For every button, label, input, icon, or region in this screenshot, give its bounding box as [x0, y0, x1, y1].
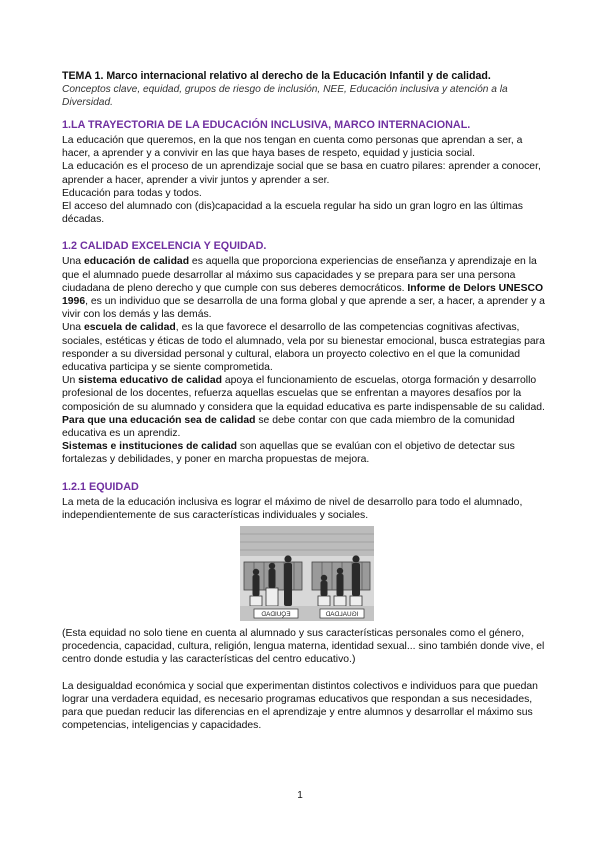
paragraph: [62, 255, 552, 321]
figure-label-equidad: EQUIDAD: [261, 611, 291, 619]
paragraph: Educación para todas y todos.: [62, 187, 202, 199]
spacer: [62, 667, 552, 680]
text-run: Una: [62, 322, 84, 334]
paragraph: La educación que queremos, en la que nos tengan en cuenta como personas que aprendan a ser, a hacer, a aprender y a convivir en las que haya bases de respeto, equidad y justicia social.: [62, 135, 523, 160]
text-run: son aquellas que se evalúan con el objetivo de detectar sus fortalezas y debilidades, y poner en marcha propuestas de mejora.: [62, 441, 515, 466]
text-run: se debe contar con que cada miembro de la comunidad educativa es un aprendiz.: [62, 414, 515, 440]
paragraph: La meta de la educación inclusiva es lograr el máximo de nivel de desarrollo para todo el alumnado, independientemente de sus características individuales y sociales.: [62, 496, 523, 521]
text-run: es aquella que proporciona experiencias de enseñanza y aprendizaje en la que el alumnado puede desarrollar al máximo sus capacidades y se prepara para ser una persona ciudadana de pleno derecho y que cumple con sus deberes democráticos.: [62, 256, 537, 294]
paragraph: La desigualdad económica y social que experimentan distintos colectivos e individuos para que puedan lograr una verdadera equidad, es necesario programas educativos que respondan a sus necesidades, para que puedan reducir las diferencias en el aprendizaje y entre alumnos y desarrollar el máximo sus competencias, inteligencias y capacidades.: [62, 680, 538, 732]
section-heading-equidad: 1.2.1 EQUIDAD: [62, 480, 139, 493]
text-run: , es un individuo que se desarrolla de una forma global y que aprende a ser, a hacer, a aprender y a vivir con los demás y las demás.: [62, 296, 545, 321]
page-number: 1: [297, 790, 303, 801]
figure-label-igualdad: IGUALDAD: [325, 611, 359, 619]
section-heading-calidad: 1.2 CALIDAD EXCELENCIA Y EQUIDAD.: [62, 240, 267, 253]
document-page: [62, 70, 552, 733]
bold-term: escuela de calidad: [83, 322, 176, 334]
equity-equality-illustration: [240, 526, 374, 621]
text-run: Un: [62, 375, 79, 387]
paragraph: (Esta equidad no solo tiene en cuenta al alumnado y sus características personales como el género, procedencia, capacidad, cultura, religión, lengua materna, identidad sexual... sino también donde vive, el centro donde estudia y las características del centro educativo.): [62, 628, 545, 666]
paragraph: [62, 374, 552, 440]
keywords-line: Conceptos clave, equidad, grupos de riesgo de inclusión, NEE, Educación inclusiva y atención a la Diversidad.: [62, 84, 508, 108]
section-heading-trayectoria: 1.LA TRAYECTORIA DE LA EDUCACIÓN INCLUSIVA, MARCO INTERNACIONAL.: [62, 119, 471, 131]
text-run: , es la que favorece el desarrollo de las competencias cognitivas afectivas, sociales, estéticas y éticas de todo el alumnado, vela por su bienestar emocional, busca estrategias para responder a su diversidad personal y cultural, elabora un proyecto colectivo en el que la comunidad educativa participa y se siente comprometida.: [62, 322, 545, 374]
bold-term: Informe de Delors UNESCO 1996: [62, 282, 544, 308]
document-title: TEMA 1. Marco internacional relativo al derecho de la Educación Infantil y de calidad.: [62, 70, 491, 82]
bold-term: educación de calidad: [83, 256, 190, 268]
text-run: apoya el funcionamiento de escuelas, otorga formación y desarrollo profesional de los docentes, refuerza aquellas escuelas que se enfrentan a mayores desafíos por la composición de su alumnado y considera que la equidad educativa es parte indispensable de su calidad.: [62, 375, 545, 413]
bold-term: Para que una educación sea de calidad: [62, 414, 256, 426]
paragraph: La educación es el proceso de un aprendizaje social que se basa en cuatro pilares: aprender a conocer, aprender a hacer, aprender a vivir juntos y aprender a ser.: [62, 161, 541, 186]
paragraph: [62, 440, 552, 466]
paragraph: El acceso del alumnado con (dis)capacidad a la escuela regular ha sido un gran logro en las últimas décadas.: [62, 201, 523, 226]
text-run: Una: [62, 256, 84, 268]
bold-term: Sistemas e instituciones de calidad: [62, 441, 237, 453]
equity-equality-figure: [62, 526, 552, 621]
paragraph: [62, 321, 552, 374]
bold-term: sistema educativo de calidad: [78, 375, 222, 387]
